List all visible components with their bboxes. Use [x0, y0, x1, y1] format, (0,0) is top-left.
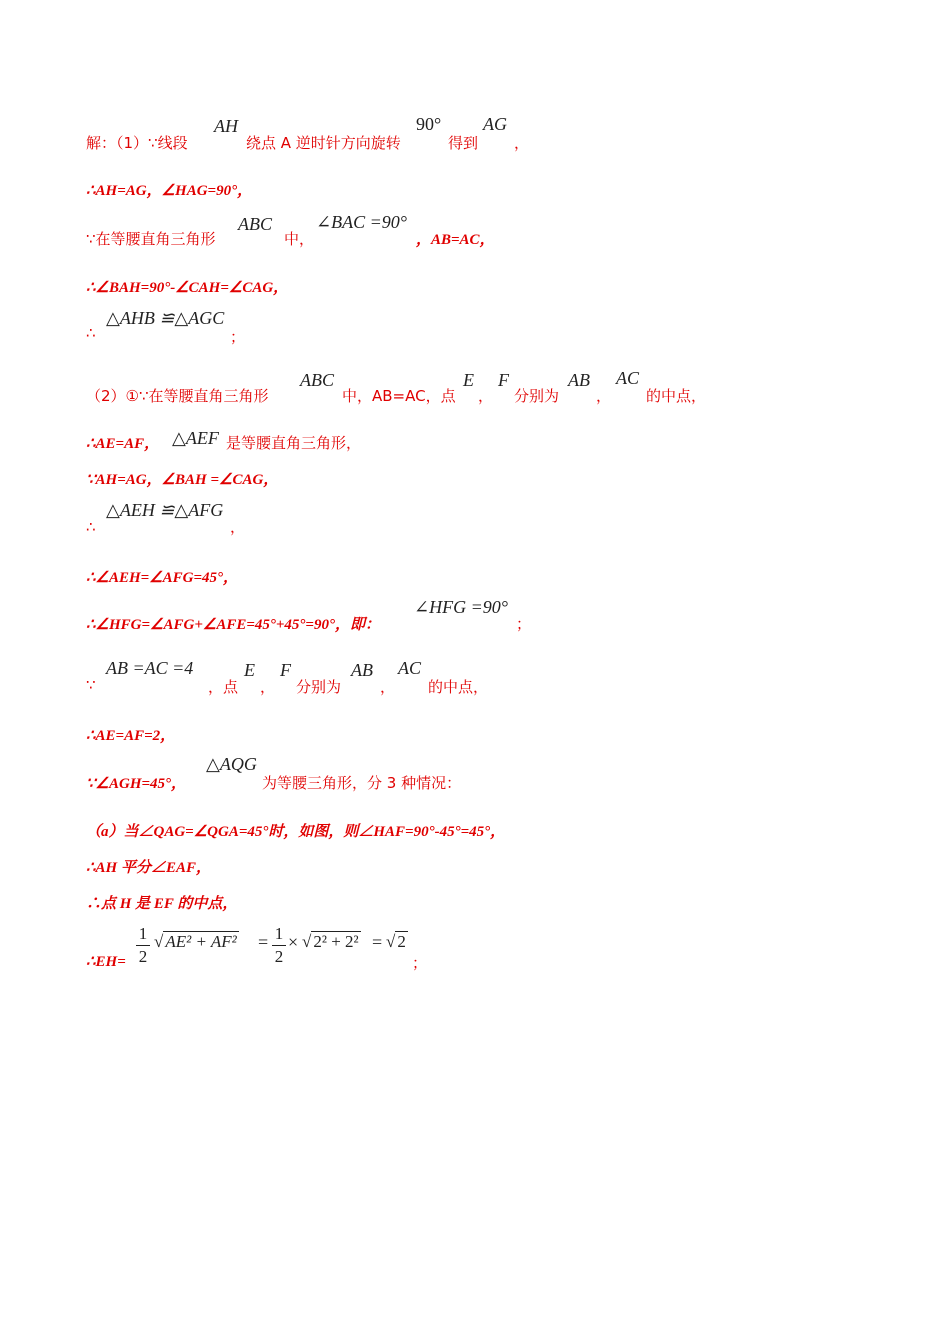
- text: 分别为: [296, 678, 342, 696]
- equals-sign: =: [372, 932, 383, 952]
- text: ∴∠AEH=∠AFG=45°，: [86, 570, 239, 586]
- denominator: 2: [138, 947, 148, 966]
- line-7: [86, 428, 910, 468]
- math: ABC: [300, 370, 334, 390]
- times-sign: ×: [288, 932, 299, 952]
- radicand: AE² + AF²: [165, 932, 237, 951]
- sqrt-expression: √ AE² + AF²: [154, 932, 237, 951]
- text: ∵: [86, 676, 96, 694]
- text: ∴点 H 是 EF 的中点，: [86, 896, 238, 912]
- numerator: 1: [274, 924, 284, 943]
- text: 解：（1）∵线段: [86, 134, 188, 152]
- sqrt-expression: √ 2² + 2²: [302, 932, 359, 951]
- math: AC: [616, 368, 640, 388]
- math: △AEH ≌△AFG: [106, 500, 224, 520]
- line-14: [86, 754, 910, 794]
- line-15: [86, 818, 910, 858]
- math: △AQG: [206, 754, 257, 774]
- denominator: 2: [274, 947, 284, 966]
- text: ∵AH=AG，∠BAH =∠CAG，: [86, 472, 279, 488]
- math: △AEF: [172, 428, 219, 448]
- text: ∴AE=AF=2，: [86, 728, 176, 744]
- radicand: 2: [397, 932, 406, 951]
- numerator: 1: [138, 924, 148, 943]
- text: 是等腰直角三角形，: [226, 434, 362, 452]
- text: ∴AH 平分∠EAF，: [86, 860, 211, 876]
- text: ；: [230, 328, 246, 346]
- math: AB =AC =4: [106, 658, 194, 678]
- math: F: [280, 660, 291, 680]
- text: （2）①∵在等腰直角三角形: [86, 387, 269, 405]
- text: 的中点，: [646, 387, 707, 405]
- line-9: [86, 500, 910, 540]
- math: AB: [351, 660, 373, 680]
- math: E: [244, 660, 255, 680]
- math: ∠BAC =90°: [316, 212, 407, 232]
- math: AB: [568, 370, 590, 390]
- math: E: [463, 370, 474, 390]
- sqrt-expression: √ 2: [386, 932, 406, 951]
- math: F: [498, 370, 509, 390]
- text: ∴∠HFG=∠AFG+∠AFE=45°+45°=90°，即：: [86, 617, 380, 633]
- text: 为等腰三角形，分 3 种情况：: [262, 774, 462, 792]
- text: ∴EH=: [86, 954, 126, 970]
- text: 绕点 A 逆时针方向旋转: [246, 134, 401, 152]
- math: 90°: [416, 114, 442, 134]
- text: ∴∠BAH=90°-∠CAH=∠CAG，: [86, 280, 289, 296]
- text: ，点: [208, 678, 239, 696]
- fraction-bar: [272, 945, 286, 946]
- text: 中，: [284, 230, 315, 248]
- text: ∴: [86, 324, 96, 342]
- fraction-half: [272, 924, 286, 967]
- text: （a）当∠QAG=∠QGA=45°时，如图，则∠HAF=90°-45°=45°，: [86, 824, 506, 840]
- text: ；: [412, 954, 428, 972]
- text: ∴AE=AF，: [86, 436, 160, 452]
- text: ∵在等腰直角三角形: [86, 230, 216, 248]
- text: ，: [478, 387, 494, 405]
- text: ∴AH=AG，∠HAG=90°，: [86, 183, 253, 199]
- text: ，: [260, 678, 276, 696]
- line-6: [86, 368, 910, 408]
- text: ，: [380, 678, 396, 696]
- line-1: [86, 114, 910, 158]
- math: AG: [483, 114, 507, 134]
- text: ∴: [86, 518, 96, 536]
- math: △AHB ≌△AGC: [106, 308, 225, 328]
- text: ，: [596, 387, 612, 405]
- line-5: [86, 306, 910, 346]
- line-12: [86, 658, 910, 698]
- text: 得到: [448, 134, 479, 152]
- text: ，AB=AC，: [416, 232, 495, 248]
- line-11: [86, 597, 910, 637]
- text: ，: [230, 518, 246, 536]
- math: ABC: [238, 214, 272, 234]
- line-3: [86, 212, 910, 252]
- equals-sign: =: [258, 932, 269, 952]
- line-18: [86, 924, 910, 974]
- text: 的中点，: [428, 678, 489, 696]
- line-2: [86, 176, 910, 216]
- radicand: 2² + 2²: [313, 932, 359, 951]
- text: 分别为: [514, 387, 560, 405]
- math: ∠HFG =90°: [414, 597, 508, 617]
- line-16: [86, 854, 910, 894]
- math: AH: [214, 116, 238, 136]
- math: AC: [398, 658, 422, 678]
- text: ，: [514, 134, 530, 152]
- text: ；: [516, 615, 532, 633]
- text: ∵∠AGH=45°，: [86, 776, 187, 792]
- text: 中，AB=AC，点: [342, 387, 456, 405]
- fraction-half: [136, 924, 150, 967]
- fraction-bar: [136, 945, 150, 946]
